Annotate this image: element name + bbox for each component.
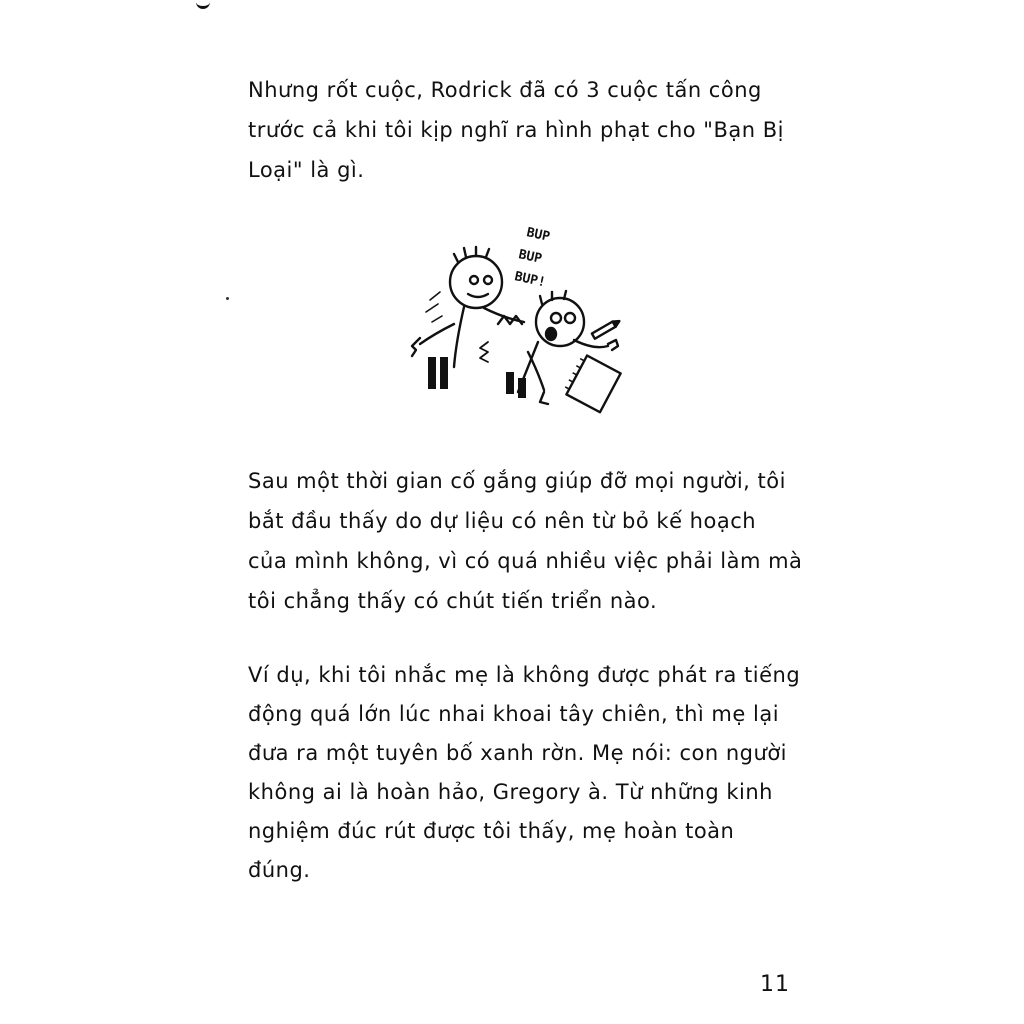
text-line: đúng.: [248, 858, 311, 882]
text-line: nghiệm đúc rút được tôi thấy, mẹ hoàn toàn: [248, 819, 735, 843]
impact-marks: [480, 316, 522, 362]
sfx-text: BUP!: [513, 269, 547, 291]
text-line: Sau một thời gian cố gắng giúp đỡ mọi người, tôi: [248, 469, 786, 493]
page-edge-mark: [196, 0, 210, 9]
text-line: động quá lớn lúc nhai khoai tây chiên, thì mẹ lại: [248, 702, 780, 726]
rodrick-attack-illustration: [388, 212, 638, 427]
text-line: không ai là hoàn hảo, Gregory à. Từ những kinh: [248, 780, 773, 804]
text-line: bắt đầu thấy do dự liệu có nên từ bỏ kế hoạch: [248, 509, 757, 533]
text-line: của mình không, vì có quá nhiều việc phải làm mà: [248, 549, 803, 573]
paragraph-2: [248, 461, 803, 621]
text-line: Ví dụ, khi tôi nhắc mẹ là không được phát ra tiếng: [248, 663, 801, 687]
rodrick-figure: [412, 247, 524, 389]
text-line: Nhưng rốt cuộc, Rodrick đã có 3 cuộc tấn công: [248, 78, 762, 102]
print-speck: [226, 297, 229, 300]
text-line: Loại" là gì.: [248, 158, 365, 182]
page-number: 11: [760, 972, 790, 997]
paragraph-3: [248, 656, 801, 890]
paragraph-1: [248, 70, 788, 190]
pencil: [592, 319, 621, 339]
text-line: đưa ra một tuyên bố xanh rờn. Mẹ nói: con người: [248, 741, 788, 765]
sfx-text: BUP: [517, 247, 544, 267]
sfx-text: BUP: [525, 225, 552, 245]
notebook: [563, 354, 621, 413]
text-line: tôi chẳng thấy có chút tiến triển nào.: [248, 589, 658, 613]
text-line: trước cả khi tôi kịp nghĩ ra hình phạt cho "Bạn Bị: [248, 118, 784, 142]
